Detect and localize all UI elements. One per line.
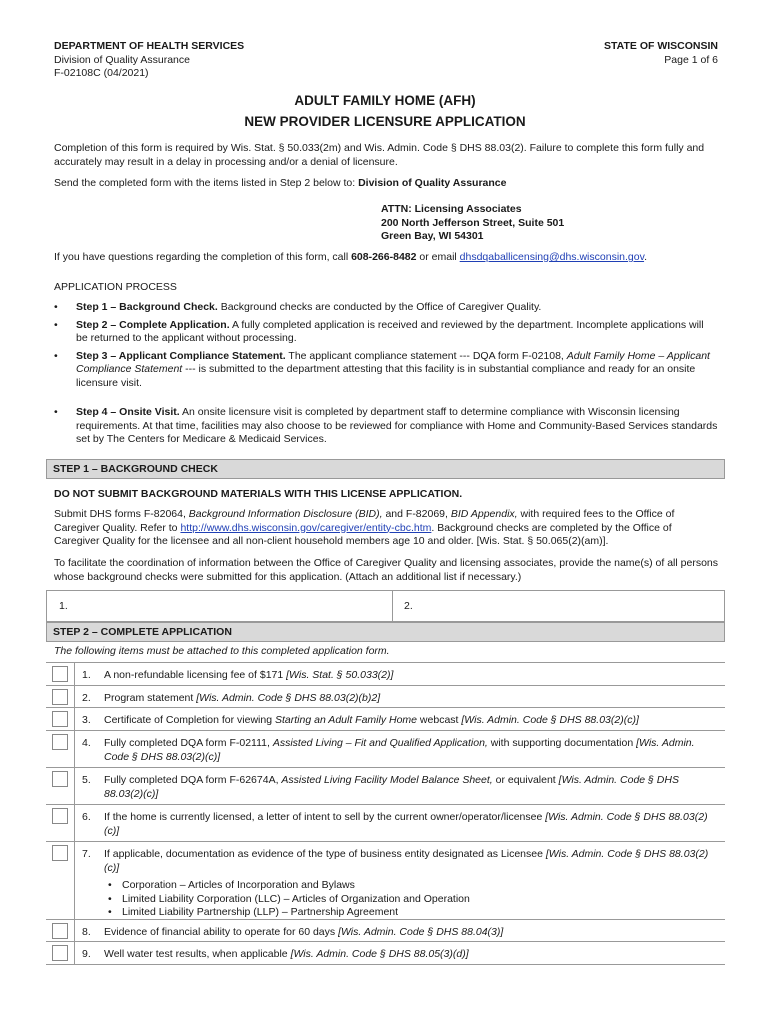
- item-number: 2.: [82, 692, 91, 704]
- name-label-1: 1.: [59, 600, 68, 612]
- send-to: Division of Quality Assurance: [358, 177, 507, 189]
- checkbox[interactable]: [52, 734, 68, 750]
- checkbox[interactable]: [52, 666, 68, 682]
- text: . Background checks are completed by the Office of Caregiver Quality for the licensee and all non-client household members age 10 and older. [Wis. Stat. § 50.065(2)(am)].: [54, 521, 672, 547]
- division-name: Division of Quality Assurance: [54, 53, 190, 66]
- text-italic: [Wis. Stat. § 50.033(2)]: [286, 669, 394, 681]
- checkbox[interactable]: [52, 945, 68, 961]
- send-paragraph: [54, 177, 718, 191]
- checkbox[interactable]: [52, 808, 68, 824]
- email-link[interactable]: dhsdqaballicensing@dhs.wisconsin.gov: [459, 251, 645, 263]
- divider: [74, 920, 75, 941]
- step-label: Step 2 – Complete Application.: [76, 318, 230, 331]
- step2-header: STEP 2 – COMPLETE APPLICATION: [46, 622, 725, 642]
- checklist-row: [46, 941, 725, 965]
- checklist-row: [46, 730, 725, 767]
- name-label-2: 2.: [404, 600, 413, 612]
- text-italic: [Wis. Admin. Code § DHS 88.03(2)(c)]: [104, 774, 679, 800]
- caregiver-link[interactable]: http://www.dhs.wisconsin.gov/caregiver/entity-cbc.htm: [180, 521, 432, 534]
- entity-item: • Limited Liability Corporation (LLC) – Articles of Organization and Operation: [122, 893, 717, 907]
- text: Certificate of Completion for viewing: [104, 714, 275, 726]
- address-line: ATTN: Licensing Associates: [381, 203, 522, 215]
- title-line-1: ADULT FAMILY HOME (AFH): [294, 93, 476, 108]
- process-step: [54, 406, 718, 447]
- entity-item: • Limited Liability Partnership (LLP) – Partnership Agreement: [122, 906, 717, 920]
- text-italic: [Wis. Admin. Code § DHS 88.03(2)(c)]: [461, 714, 639, 726]
- step2-note-text: The following items must be attached to this completed application form.: [54, 645, 390, 657]
- text: A non-refundable licensing fee of $171: [104, 669, 287, 681]
- step-text: --- is submitted to the department attesting that this facility is in substantial compliance and ready for an onsite licensure visit.: [76, 363, 696, 389]
- process-step: [54, 301, 718, 315]
- questions-mid: or email: [416, 251, 460, 263]
- step-text-italic: Adult Family Home – Applicant Compliance Statement: [76, 349, 710, 375]
- process-step: [54, 350, 718, 391]
- phone-number: 608-266-8482: [351, 251, 417, 263]
- text: If the home is currently licensed, a letter of intent to sell by the current owner/operator/licensee: [104, 811, 546, 823]
- process-steps: [54, 301, 718, 447]
- checkbox[interactable]: [52, 771, 68, 787]
- item-number: 1.: [82, 669, 91, 681]
- step1-paragraph-1: [54, 508, 718, 549]
- text-italic: [Wis. Admin. Code § DHS 88.03(2)(c)]: [104, 848, 709, 874]
- text-italic: [Wis. Admin. Code § DHS 88.03(2)(c)]: [104, 737, 695, 763]
- item-text: [104, 774, 717, 801]
- checklist-row: [46, 804, 725, 841]
- mailing-address: [381, 203, 564, 244]
- divider: [74, 708, 75, 730]
- completion-paragraph: Completion of this form is required by Wis. Stat. § 50.033(2m) and Wis. Admin. Code § DHS 88.03(2). Failure to complete this form fully and accurately may result in a delay in processing and/or a denial of licensure.: [54, 142, 705, 168]
- divider: [74, 942, 75, 964]
- text: Fully completed DQA form F-62674A,: [104, 774, 282, 786]
- text-italic: [Wis. Admin. Code § DHS 88.04(3)]: [338, 926, 504, 938]
- step1-warning: DO NOT SUBMIT BACKGROUND MATERIALS WITH THIS LICENSE APPLICATION.: [54, 488, 463, 500]
- background-names-table: [46, 590, 725, 622]
- text-italic: Assisted Living – Fit and Qualified Application,: [272, 737, 488, 749]
- divider: [74, 842, 75, 919]
- entity-item: • Corporation – Articles of Incorporation and Bylaws: [122, 879, 717, 893]
- step-label: Step 3 – Applicant Compliance Statement.: [76, 349, 286, 362]
- text: If applicable, documentation as evidence of the type of business entity designated as Licensee: [104, 848, 546, 860]
- name-field-1[interactable]: [59, 591, 379, 621]
- item-text: [104, 926, 717, 940]
- step2-note: [54, 645, 718, 659]
- process-step: [54, 319, 718, 346]
- item-number: 5.: [82, 774, 91, 786]
- text: Evidence of financial ability to operate for 60 days: [104, 926, 339, 938]
- entity-list: [104, 879, 717, 920]
- item-text: [104, 692, 717, 706]
- form-title: [0, 90, 770, 132]
- questions-end: .: [644, 251, 647, 263]
- item-number: 3.: [82, 714, 91, 726]
- address-line: 200 North Jefferson Street, Suite 501: [381, 216, 565, 229]
- step-text: An onsite licensure visit is completed by department staff to determine compliance with Wisconsin licensing requirements. At that time, facilities may also choose to be reviewed for compliance with Home and Community-Based Services standards set by The Centers for Medicare & Medicaid Services.: [76, 406, 718, 445]
- text-italic: Background Information Disclosure (BID),: [188, 508, 383, 520]
- checklist-row: [46, 685, 725, 707]
- item-text: [104, 811, 717, 838]
- page-number: Page 1 of 6: [664, 53, 718, 66]
- questions-prefix: If you have questions regarding the completion of this form, call: [54, 251, 352, 263]
- send-prefix: Send the completed form with the items listed in Step 2 below to:: [54, 177, 359, 189]
- item-text: [104, 669, 717, 683]
- text: Program statement: [104, 692, 197, 704]
- item-text: [104, 737, 717, 764]
- text-italic: Starting an Adult Family Home: [275, 714, 418, 726]
- step1-paragraph-2: To facilitate the coordination of information between the Office of Caregiver Quality and licensing associates, provide the name(s) of all persons whose background checks were submitted for this application. (Attach an additional list if necessary.): [54, 557, 718, 583]
- item-number: 6.: [82, 811, 91, 823]
- text: Well water test results, when applicable: [104, 948, 291, 960]
- checklist-row: [46, 707, 725, 730]
- checkbox[interactable]: [52, 689, 68, 705]
- step-text: A fully completed application is received and reviewed by the department. Incomplete applications will be returned to the applicant without processing.: [76, 318, 704, 344]
- text-italic: BID Appendix,: [450, 508, 518, 520]
- text: Submit DHS forms F-82064,: [54, 508, 189, 520]
- divider: [74, 768, 75, 804]
- divider: [74, 731, 75, 767]
- state-name: STATE OF WISCONSIN: [604, 40, 718, 52]
- item-text: [104, 948, 717, 962]
- text: with supporting documentation: [487, 737, 637, 749]
- item-number: 8.: [82, 926, 91, 938]
- checkbox[interactable]: [52, 845, 68, 861]
- divider: [74, 663, 75, 685]
- step1-header: STEP 1 – BACKGROUND CHECK: [46, 459, 725, 479]
- step-text: Background checks are conducted by the Office of Caregiver Quality.: [217, 301, 542, 313]
- divider: [74, 686, 75, 707]
- text-italic: [Wis. Admin. Code § DHS 88.05(3)(d)]: [290, 948, 469, 960]
- checklist-row: [46, 662, 725, 685]
- title-line-2: NEW PROVIDER LICENSURE APPLICATION: [244, 114, 526, 129]
- item-text: [104, 848, 717, 920]
- text: or equivalent: [492, 774, 559, 786]
- department-name: DEPARTMENT OF HEALTH SERVICES: [54, 40, 245, 52]
- checklist-row: [46, 919, 725, 941]
- checkbox[interactable]: [52, 923, 68, 939]
- text-italic: [Wis. Admin. Code § DHS 88.03(2)(b)2]: [196, 692, 381, 704]
- text-italic: [Wis. Admin. Code § DHS 88.03(2)(c)]: [104, 811, 708, 837]
- divider: [392, 591, 393, 621]
- questions-paragraph: [54, 251, 718, 265]
- divider: [74, 805, 75, 841]
- step-text: The applicant compliance statement --- DQA form F-02108,: [285, 349, 567, 362]
- text: webcast: [417, 714, 462, 726]
- item-number: 9.: [82, 948, 91, 960]
- step-label: Step 4 – Onsite Visit.: [76, 406, 180, 418]
- text: Fully completed DQA form F-02111,: [104, 737, 273, 749]
- header-right: [604, 40, 718, 67]
- text-italic: Assisted Living Facility Model Balance Sheet,: [281, 774, 493, 786]
- checklist-row: [46, 767, 725, 804]
- process-heading: APPLICATION PROCESS: [54, 281, 177, 293]
- text: and F-82069,: [382, 508, 451, 520]
- item-number: 7.: [82, 848, 91, 860]
- step-label: Step 1 – Background Check.: [76, 301, 218, 313]
- address-line: Green Bay, WI 54301: [381, 230, 484, 242]
- form-id: F-02108C (04/2021): [54, 67, 149, 79]
- checklist-row: [46, 841, 725, 919]
- name-field-2[interactable]: [404, 591, 714, 621]
- item-text: [104, 714, 717, 728]
- text: with required fees to the Office of Caregiver Quality. Refer to: [54, 508, 675, 534]
- header-left: [54, 40, 244, 81]
- item-number: 4.: [82, 737, 91, 749]
- checkbox[interactable]: [52, 711, 68, 727]
